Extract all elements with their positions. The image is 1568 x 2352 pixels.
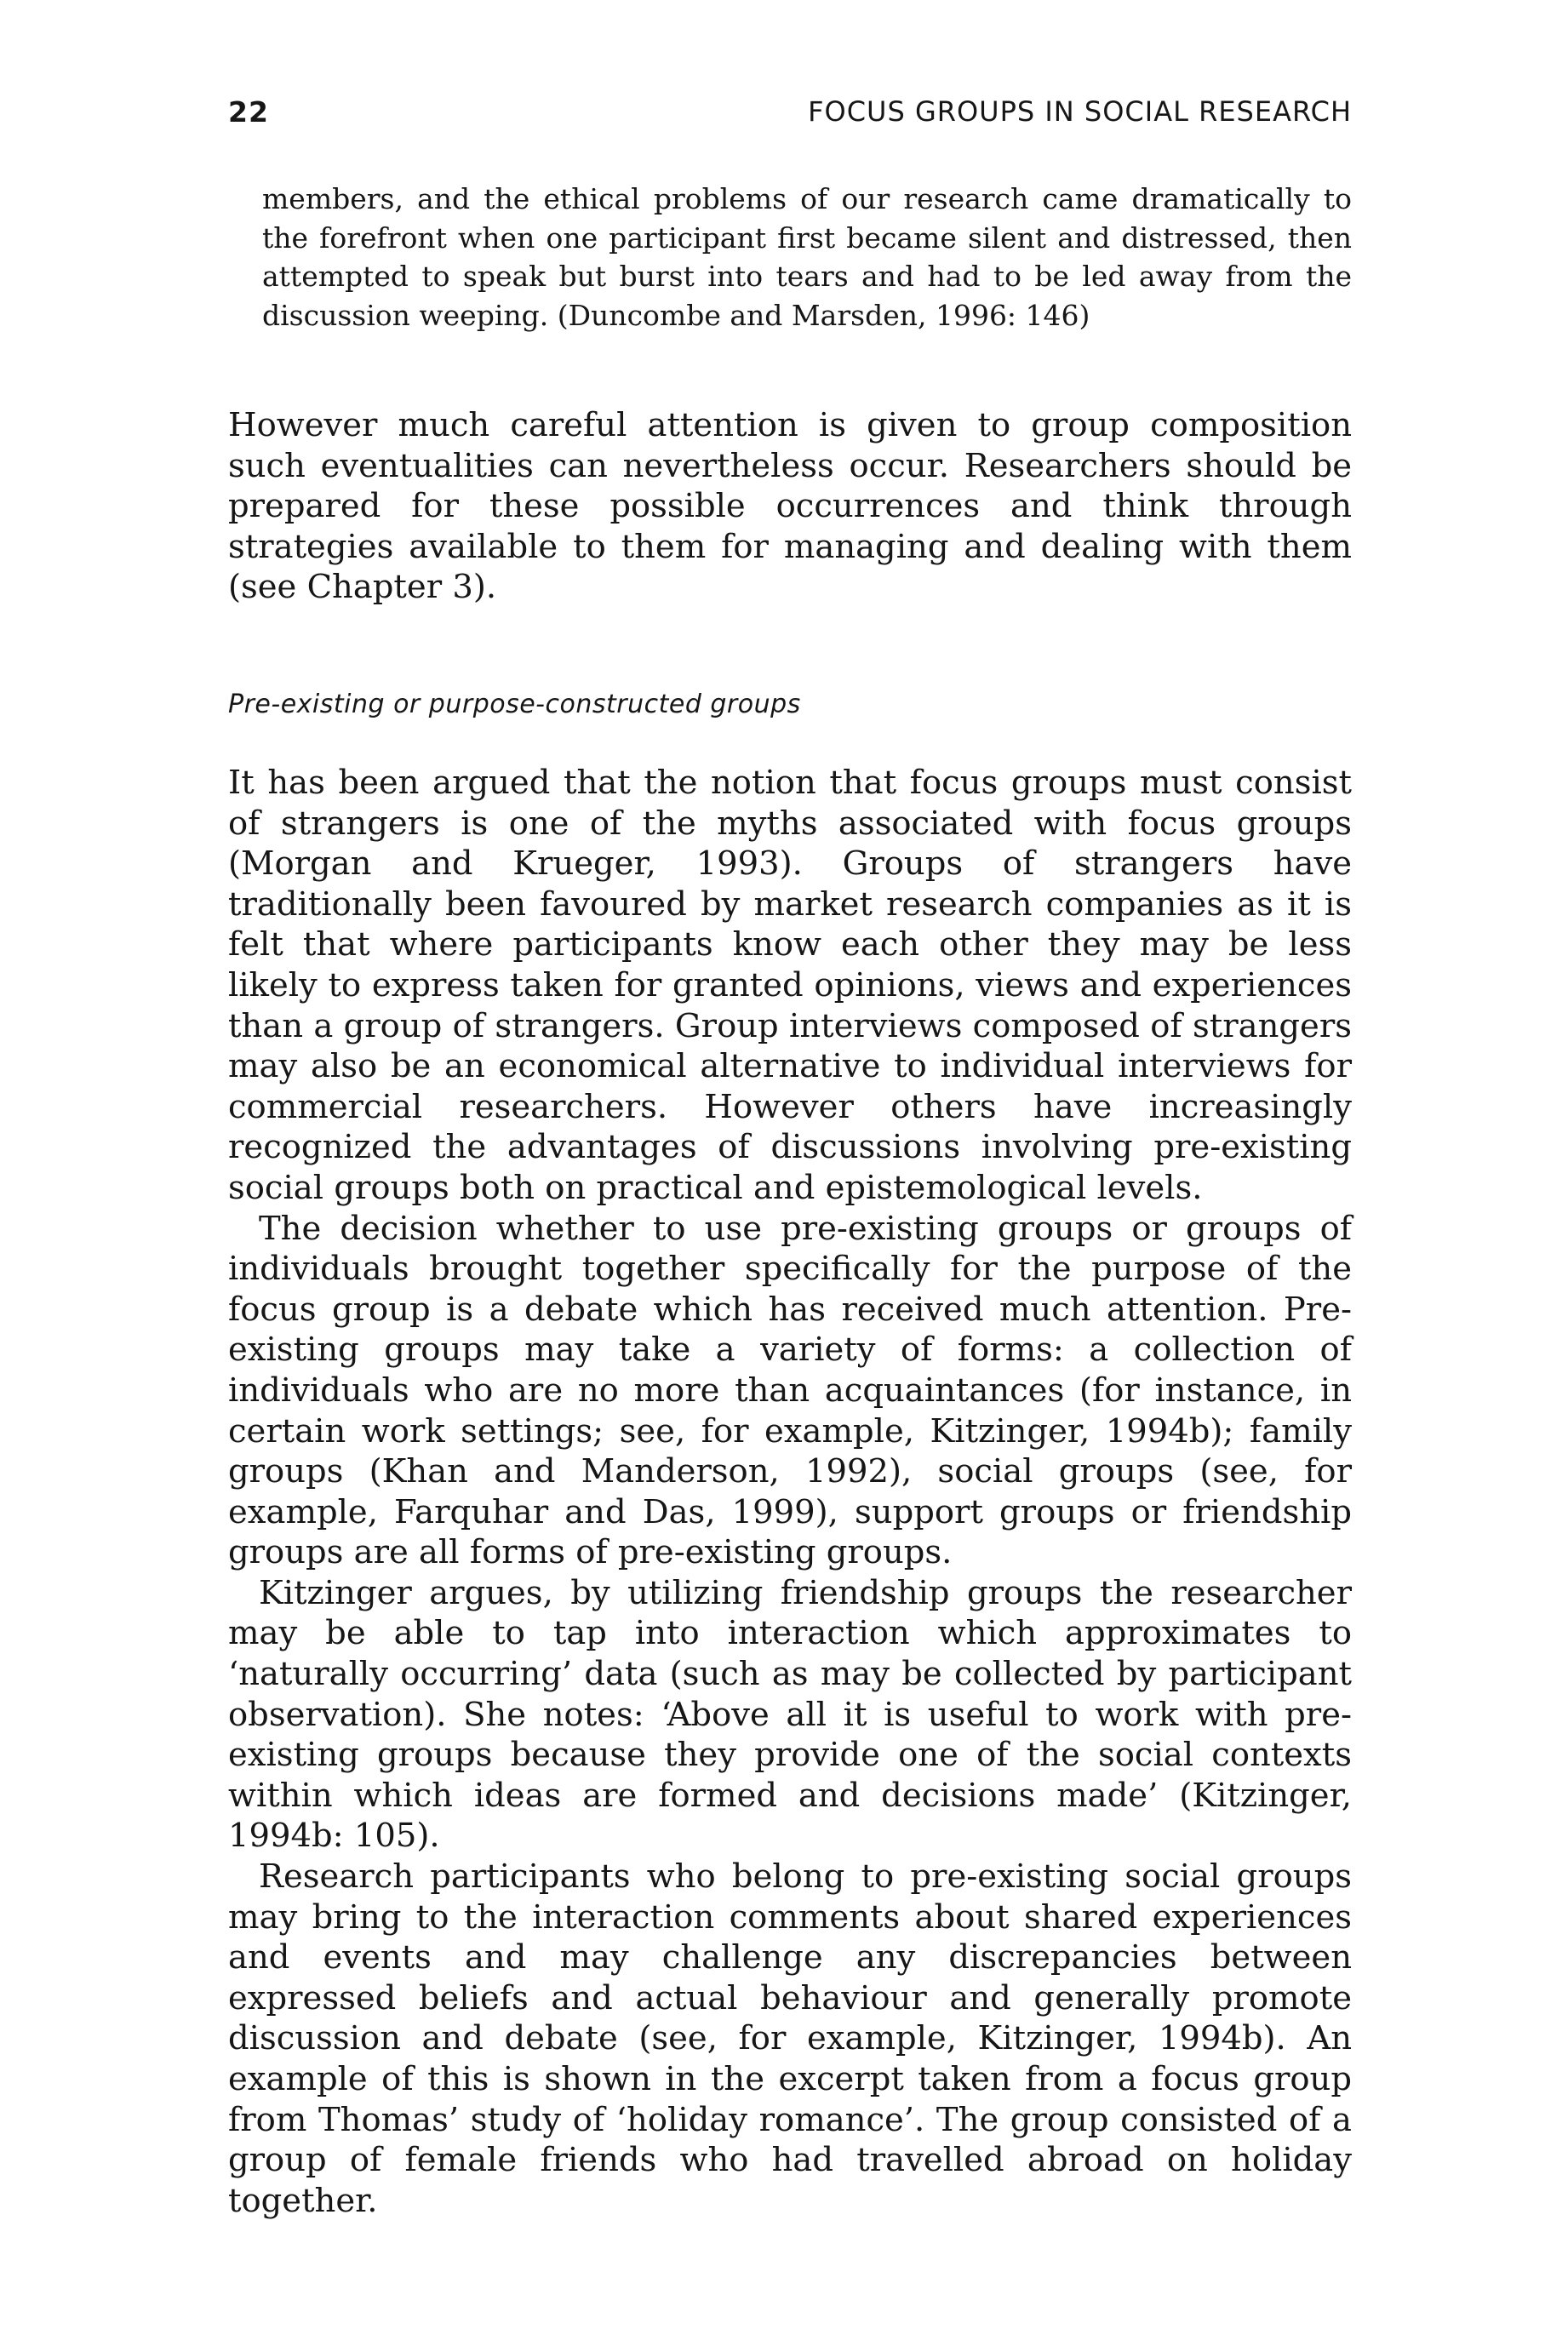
paragraph: Research participants who belong to pre-existing social groups may bring to the interaction comments about shared experiences and events and may challenge any discrepancies between expressed beliefs and actual behaviour and generally promote discussion and debate (see, for example, Kitzinger, 1994b). An example of this is shown in the excerpt taken from a focus group from Thomas’ study of ‘holiday romance’. The group consisted of a group of female friends who had travelled abroad on holiday together. <box>228 1857 1352 2220</box>
section-body <box>228 763 1352 2221</box>
page-number: 22 <box>228 95 269 129</box>
paragraph: The decision whether to use pre-existing groups or groups of individuals brought together specifically for the purpose of the focus group is a debate which has received much attention. Pre-existing groups may take a variety of forms: a collection of individuals who are no more than acquaintances (for instance, in certain work settings; see, for example, Kitzinger, 1994b); family groups (Khan and Manderson, 1992), social groups (see, for example, Farquhar and Das, 1999), support groups or friendship groups are all forms of pre-existing groups. <box>228 1209 1352 1572</box>
section-heading: Pre-existing or purpose-constructed groups <box>228 690 801 719</box>
intro-paragraph: However much careful attention is given to group composition such eventualities can nevertheless occur. Researchers should be prepared for these possible occurrences and think through strategies available to them for managing and dealing with them (see Chapter 3). <box>228 406 1352 607</box>
book-title: FOCUS GROUPS IN SOCIAL RESEARCH <box>808 95 1352 128</box>
running-head <box>228 95 1352 140</box>
paragraph: Kitzinger argues, by utilizing friendship groups the researcher may be able to tap into interaction which approximates to ‘naturally occurring’ data (such as may be collected by participant observation). She notes: ‘Above all it is useful to work with pre-existing groups because they provide one of the social contexts within which ideas are formed and decisions made’ (Kitzinger, 1994b: 105). <box>228 1573 1352 1856</box>
block-quote: members, and the ethical problems of our research came dramatically to the forefront when one participant first became silent and distressed, then attempted to speak but burst into tears and had to be led away from the discussion weeping. (Duncombe and Marsden, 1996: 146) <box>262 182 1352 332</box>
paragraph: It has been argued that the notion that focus groups must consist of strangers is one of the myths associated with focus groups (Morgan and Krueger, 1993). Groups of strangers have traditionally been favoured by market research companies as it is felt that where participants know each other they may be less likely to express taken for granted opinions, views and experiences than a group of strangers. Group interviews composed of strangers may also be an economical alternative to individual interviews for commercial researchers. However others have increasingly recognized the advantages of discussions involving pre-existing social groups both on practical and epistemological levels. <box>228 764 1352 1207</box>
intro-section <box>228 405 1352 608</box>
